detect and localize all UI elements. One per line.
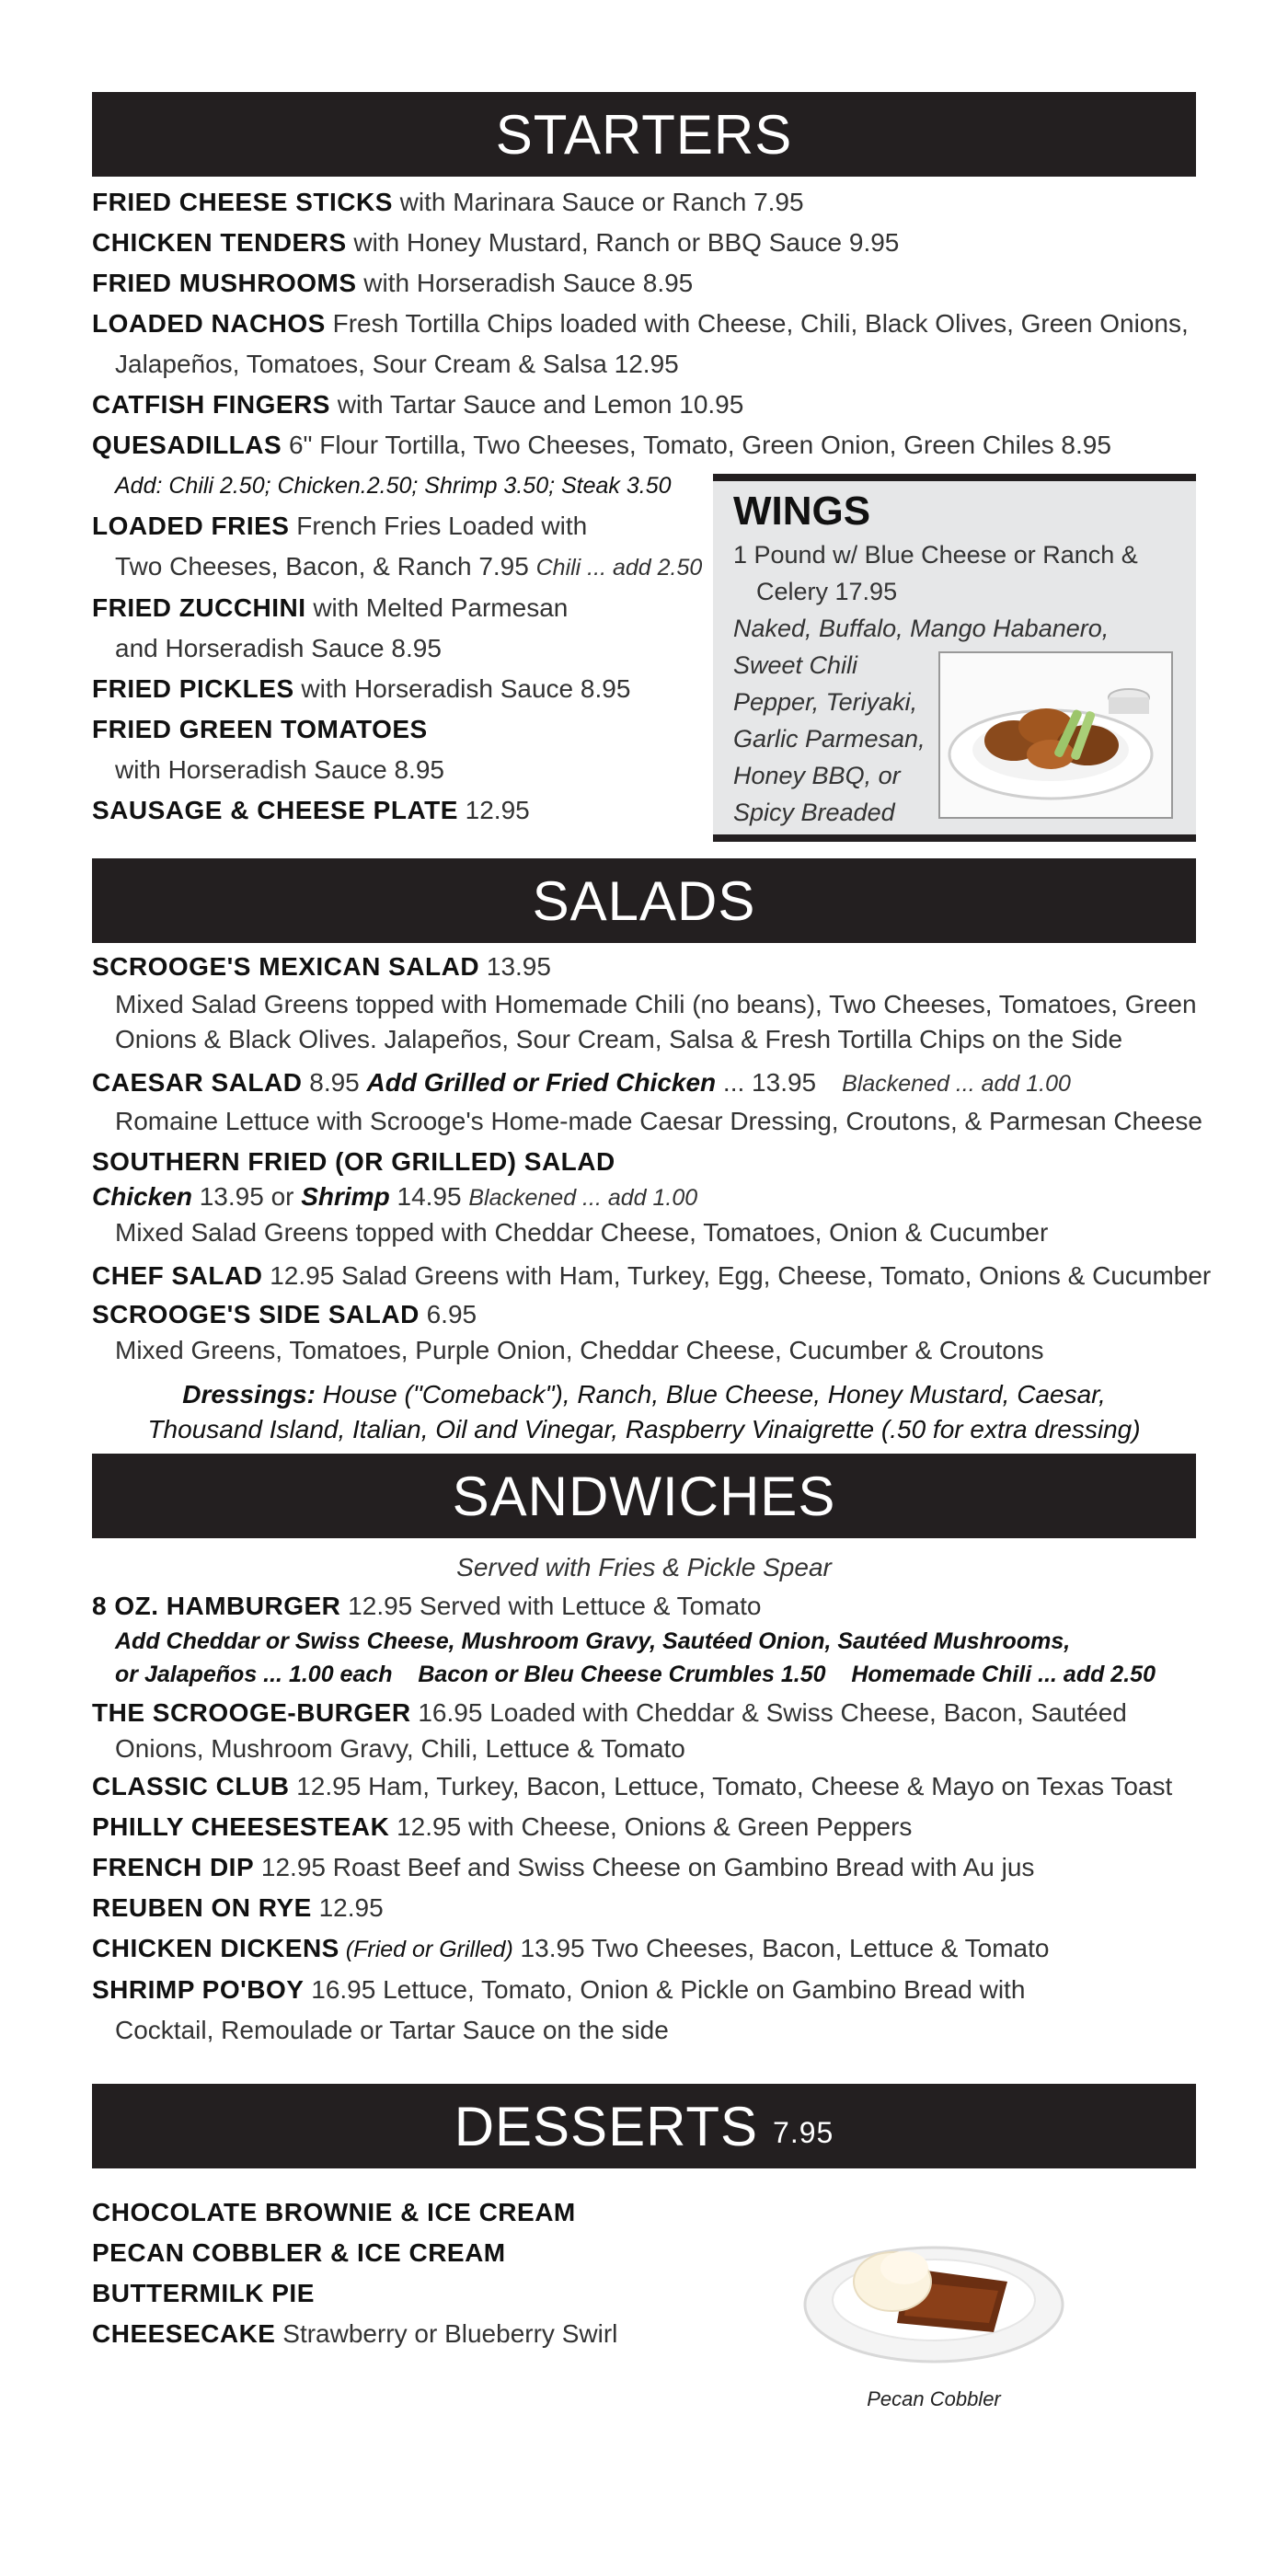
item-desc: Romaine Lettuce with Scrooge's Home-made Caesar Dressing, Croutons, & Parmesan Cheese [115,1107,1202,1135]
menu-item [92,1807,1196,1847]
wings-flavor: Garlic Parmesan, [733,725,926,753]
starters-title: STARTERS [495,103,793,166]
item-desc: 12.95 Salad Greens with Ham, Turkey, Egg, Cheese, Tomato, Onions & Cucumber [262,1261,1212,1290]
sandwiches-title: SANDWICHES [452,1465,836,1527]
item-name: SCROOGE'S SIDE SALAD [92,1300,420,1328]
wings-flavor: Sweet Chili [733,651,858,679]
salads-list [92,947,1212,1447]
menu-item [92,1296,1196,1333]
item-desc: with Horseradish Sauce 8.95 [293,674,631,703]
menu-item [92,223,1196,263]
item-blackened: Blackened ... add 1.00 [468,1185,698,1211]
menu-item [92,1144,1196,1179]
item-desc: with Honey Mustard, Ranch or BBQ Sauce 9.95 [346,228,900,257]
salads-section [92,858,1212,1447]
item-name: CHOCOLATE BROWNIE & ICE CREAM [92,2198,576,2226]
desserts-section [92,2084,1196,2410]
item-addon: Chili ... add 2.50 [535,555,703,581]
item-name: FRIED CHEESE STICKS [92,188,393,216]
menu-item [92,1063,1196,1104]
wings-desc: 1 Pound w/ Blue Cheese or Ranch & [733,541,1138,569]
item-desc: Two Cheeses, Bacon, & Ranch 7.95 [115,552,536,581]
item-desc: 12.95 Roast Beef and Swiss Cheese on Gambino Bread with Au jus [254,1853,1035,1881]
item-note: (Fried or Grilled) [339,1937,513,1962]
sandwiches-subtitle: Served with Fries & Pickle Spear [456,1553,832,1581]
item-name: FRIED GREEN TOMATOES [92,715,428,743]
item-name: CHICKEN TENDERS [92,228,347,257]
dressings-line-cont: Thousand Island, Italian, Oil and Vinegar, Raspberry Vinaigrette (.50 for extra dressing) [147,1415,1141,1443]
wings-flavor: Spicy Breaded [733,799,895,826]
item-desc: 12.95 Ham, Turkey, Bacon, Lettuce, Tomato, Cheese & Mayo on Texas Toast [289,1772,1173,1800]
menu-item [92,1970,1196,2010]
item-name: FRIED MUSHROOMS [92,269,357,297]
wings-flavor: Honey BBQ, or [733,762,901,789]
item-desc: 16.95 Lettuce, Tomato, Onion & Pickle on Gambino Bread with [304,1975,1026,2004]
wings-desc-cont: Celery 17.95 [756,578,898,605]
wings-flavor: Naked, Buffalo, Mango Habanero, [733,615,1110,642]
salads-title: SALADS [532,869,756,932]
sandwiches-banner [92,1454,1196,1538]
item-price: 13.95 [479,952,551,981]
item-desc-cont: Cocktail, Remoulade or Tartar Sauce on the side [115,2016,669,2044]
wings-title: WINGS [733,489,871,534]
menu-item [92,1695,1196,1731]
item-addons: Add Cheddar or Swiss Cheese, Mushroom Gravy, Sautéed Onion, Sautéed Mushrooms, [115,1628,1071,1654]
item-name: LOADED NACHOS [92,309,326,338]
item-name: QUESADILLAS [92,431,282,459]
item-addons: Add: Chili 2.50; Chicken.2.50; Shrimp 3.50; Steak 3.50 [115,473,672,499]
item-desc: Strawberry or Blueberry Swirl [275,2319,618,2348]
item-name: FRENCH DIP [92,1853,255,1881]
menu-item [92,263,1196,304]
item-desc: 6" Flour Tortilla, Two Cheeses, Tomato, Green Onion, Green Chiles 8.95 [282,431,1111,459]
desserts-banner [92,2084,1196,2168]
item-desc: 16.95 Loaded with Cheddar & Swiss Cheese, Bacon, Sautéed [410,1698,1127,1727]
item-desc: 13.95 Two Cheeses, Bacon, Lettuce & Tomato [512,1934,1050,1962]
option-shrimp-price: 14.95 [389,1182,469,1211]
item-name: THE SCROOGE-BURGER [92,1698,411,1727]
item-name: SAUSAGE & CHEESE PLATE [92,796,458,824]
item-name: CLASSIC CLUB [92,1772,290,1800]
item-desc: 12.95 Served with Lettuce & Tomato [340,1592,762,1620]
dressings-line [92,1377,1196,1412]
item-options [92,1179,1196,1215]
item-desc: French Fries Loaded with [289,512,588,540]
item-price: 6.95 [419,1300,477,1328]
desserts-title: DESSERTS [454,2095,759,2157]
item-addon-price: ... 13.95 [716,1068,817,1097]
sandwiches-list [92,1547,1196,2051]
item-desc: Fresh Tortilla Chips loaded with Cheese, Chili, Black Olives, Green Onions, [325,309,1189,338]
wings-flavor: Pepper, Teriyaki, [733,688,918,716]
item-name: BUTTERMILK PIE [92,2279,315,2307]
salads-banner [92,858,1196,943]
item-name: 8 OZ. HAMBURGER [92,1592,341,1620]
item-desc-cont: with Horseradish Sauce 8.95 [115,755,444,784]
wings-box [713,474,1196,842]
item-name: SOUTHERN FRIED (OR GRILLED) SALAD [92,1147,615,1176]
item-desc: 12.95 [457,796,530,824]
menu-item [92,1588,1196,1625]
item-addon: Add Grilled or Fried Chicken [366,1068,717,1097]
menu-item [92,182,1196,223]
item-desc: 12.95 with Cheese, Onions & Green Peppers [389,1812,913,1841]
item-desc-cont: Onions, Mushroom Gravy, Chili, Lettuce & Tomato [115,1734,685,1763]
menu-item [92,425,1196,466]
wings-plate-image [940,653,1171,817]
item-desc: with Horseradish Sauce 8.95 [356,269,694,297]
item-desc-cont: and Horseradish Sauce 8.95 [115,634,442,662]
option-chicken-price: 13.95 or [191,1182,302,1211]
menu-item [92,947,1196,987]
item-desc: Mixed Salad Greens topped with Homemade Chili (no beans), Two Cheeses, Tomatoes, Green [115,990,1197,1018]
item-desc: Onions & Black Olives. Jalapeños, Sour Cream, Salsa & Fresh Tortilla Chips on the Side [115,1025,1123,1053]
menu-item [92,1256,1212,1296]
item-desc: with Melted Parmesan [305,593,569,622]
dressings-list: House ("Comeback"), Ranch, Blue Cheese, Honey Mustard, Caesar, [316,1380,1106,1409]
item-desc: 12.95 [311,1893,384,1922]
item-price: 8.95 [302,1068,367,1097]
menu-item [92,304,1196,344]
item-name: REUBEN ON RYE [92,1893,312,1922]
menu-item [92,385,1196,425]
item-addons: or Jalapeños ... 1.00 each Bacon or Bleu Cheese Crumbles 1.50 Homemade Chili ... add 2.50 [115,1662,1156,1687]
sandwiches-section [92,1454,1196,2051]
pecan-cobbler-image [796,2194,1072,2387]
item-name: SHRIMP PO'BOY [92,1975,305,2004]
item-name: CHICKEN DICKENS [92,1934,339,1962]
item-name: PHILLY CHEESESTEAK [92,1812,390,1841]
menu-item [92,1766,1196,1807]
dressings-label: Dressings: [182,1380,316,1409]
menu-item [92,1888,1196,1928]
menu-item [92,1847,1196,1888]
item-name: CHEF SALAD [92,1261,263,1290]
item-name: LOADED FRIES [92,512,290,540]
item-desc-cont: Jalapeños, Tomatoes, Sour Cream & Salsa 12.95 [115,350,679,378]
item-name: PECAN COBBLER & ICE CREAM [92,2238,506,2267]
item-name: CATFISH FINGERS [92,390,330,419]
menu-item [92,1928,1196,1970]
item-name: CHEESECAKE [92,2319,276,2348]
item-name: FRIED PICKLES [92,674,294,703]
item-desc: Mixed Salad Greens topped with Cheddar Cheese, Tomatoes, Onion & Cucumber [115,1218,1049,1247]
option-shrimp: Shrimp [301,1182,390,1211]
item-blackened: Blackened ... add 1.00 [842,1071,1071,1097]
dessert-photo [796,2194,1072,2387]
option-chicken: Chicken [92,1182,192,1211]
starters-section [92,92,1196,826]
dessert-caption: Pecan Cobbler [867,2387,1001,2410]
item-name: FRIED ZUCCHINI [92,593,306,622]
item-name: CAESAR SALAD [92,1068,303,1097]
item-name: SCROOGE'S MEXICAN SALAD [92,952,480,981]
wings-photo [938,651,1173,819]
item-desc: Mixed Greens, Tomatoes, Purple Onion, Cheddar Cheese, Cucumber & Croutons [115,1336,1044,1364]
starters-banner [92,92,1196,177]
item-desc: with Tartar Sauce and Lemon 10.95 [329,390,744,419]
item-desc: with Marinara Sauce or Ranch 7.95 [392,188,804,216]
desserts-price: 7.95 [773,2115,834,2149]
